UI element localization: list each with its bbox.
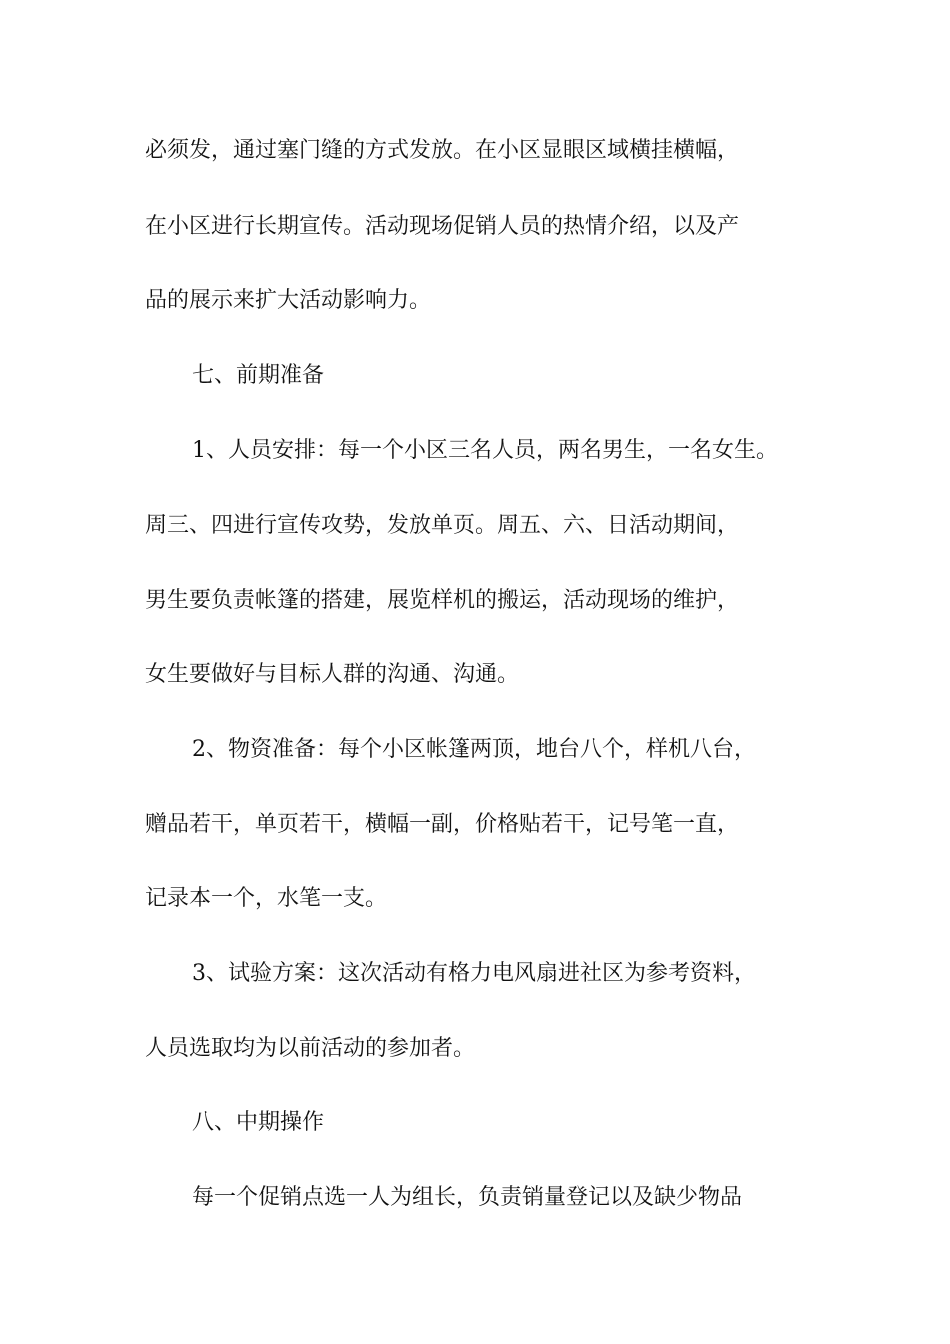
body-text-line: 在小区进行长期宣传。活动现场促销人员的热情介绍，以及产 — [145, 214, 740, 239]
body-text-line: 3、试验方案：这次活动有格力电风扇进社区为参考资料， — [192, 961, 756, 986]
body-text-line: 赠品若干，单页若干，横幅一副，价格贴若干，记号笔一直， — [145, 812, 740, 837]
body-text-line: 人员选取均为以前活动的参加者。 — [145, 1036, 476, 1061]
body-text-line: 2、物资准备：每个小区帐篷两顶，地台八个，样机八台， — [192, 737, 756, 762]
section-heading-preparation: 七、前期准备 — [192, 363, 325, 388]
body-text-line: 周三、四进行宣传攻势，发放单页。周五、六、日活动期间， — [145, 513, 740, 538]
body-text-line: 女生要做好与目标人群的沟通、沟通。 — [145, 662, 520, 687]
body-text-line: 男生要负责帐篷的搭建，展览样机的搬运，活动现场的维护， — [145, 588, 740, 613]
body-text-line: 1、人员安排：每一个小区三名人员，两名男生，一名女生。 — [192, 438, 778, 463]
body-text-line: 品的展示来扩大活动影响力。 — [145, 288, 432, 313]
body-text-line: 每一个促销点选一人为组长，负责销量登记以及缺少物品 — [192, 1185, 743, 1210]
section-heading-operation: 八、中期操作 — [192, 1110, 325, 1135]
body-text-line: 记录本一个，水笔一支。 — [145, 886, 388, 911]
body-text-line: 必须发，通过塞门缝的方式发放。在小区显眼区域横挂横幅， — [145, 138, 740, 163]
